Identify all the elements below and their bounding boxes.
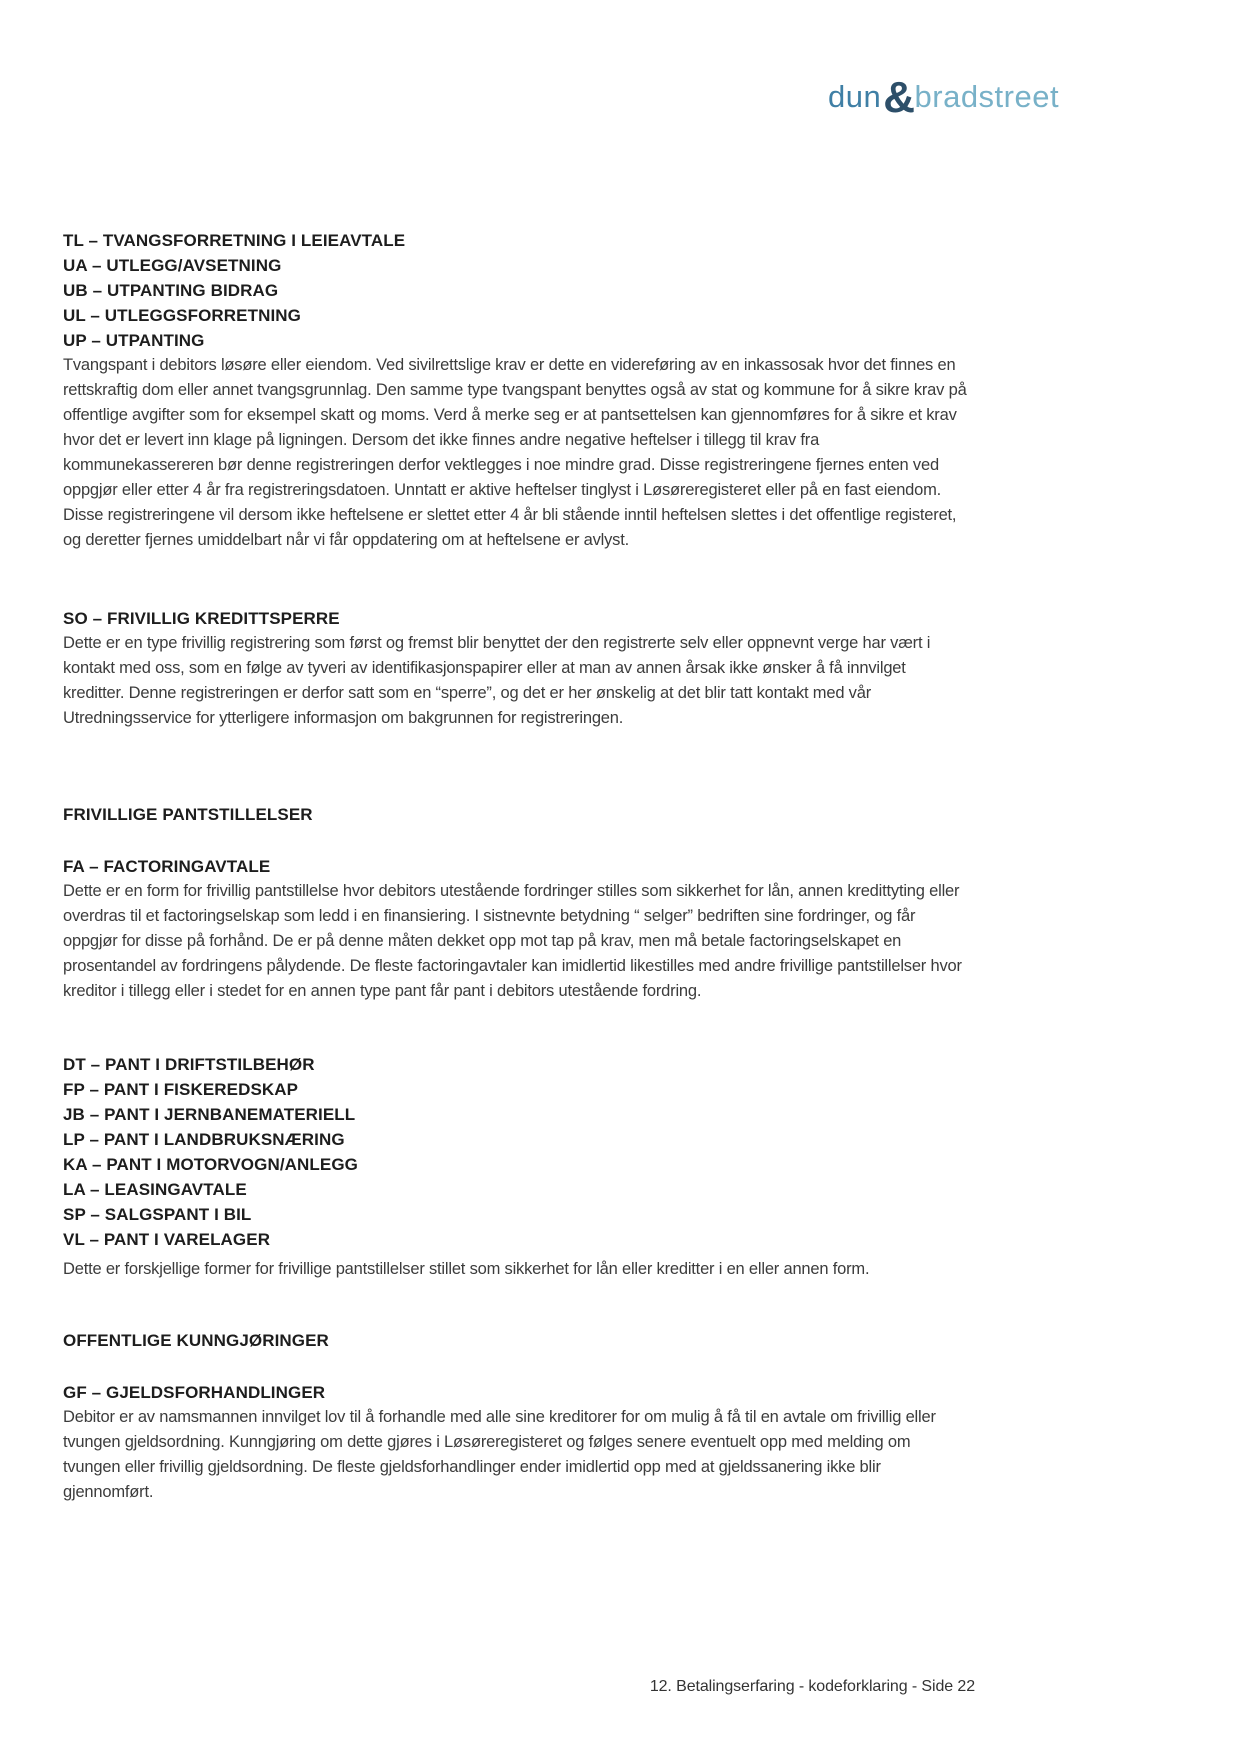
code-heading-fp: FP – PANT I FISKEREDSKAP [63, 1080, 299, 1099]
code-heading-gf: GF – GJELDSFORHANDLINGER [63, 1383, 326, 1402]
page-footer: 12. Betalingserfaring - kodeforklaring - Side 22 [649, 1678, 975, 1695]
section-tvang-code-headings [63, 228, 968, 353]
code-heading-ub: UB – UTPANTING BIDRAG [63, 281, 279, 300]
code-heading-fa: FA – FACTORINGAVTALE [63, 857, 271, 876]
code-heading-lp: LP – PANT I LANDBRUKSNÆRING [63, 1130, 345, 1149]
code-heading-ul: UL – UTLEGGSFORRETNING [63, 306, 302, 325]
logo-text-dun: dun [828, 79, 882, 114]
group-heading-offentlige-kunngjoringer: OFFENTLIGE KUNNGJØRINGER [63, 1331, 329, 1350]
code-heading-up: UP – UTPANTING [63, 331, 205, 350]
code-heading-jb: JB – PANT I JERNBANEMATERIELL [63, 1105, 356, 1124]
dun-bradstreet-logo [828, 73, 1060, 122]
code-heading-vl: VL – PANT I VARELAGER [63, 1230, 271, 1249]
code-heading-ua: UA – UTLEGG/AVSETNING [63, 256, 282, 275]
logo-ampersand-icon: & [883, 73, 916, 122]
logo-text-bradstreet: bradstreet [914, 79, 1060, 114]
code-heading-dt: DT – PANT I DRIFTSTILBEHØR [63, 1055, 315, 1074]
section-gf-paragraph: Debitor er av namsmannen innvilget lov til å forhandle med alle sine kreditorer for om mulig å få til en avtale om frivillig eller tvungen gjeldsordning. Kunngjøring om dette gjøres i Løsøreregisteret og følges senere eventuelt opp med melding om tvungen eller frivillig gjeldsordning. De fleste gjeldsforhandlinger ender imidlertid opp med at gjeldssanering ikke blir gjennomført. [63, 1408, 936, 1501]
section-pant-paragraph: Dette er forskjellige former for frivillige pantstillelser stillet som sikkerhet for lån eller kreditter i en eller annen form. [63, 1260, 870, 1278]
section-pant-code-headings [63, 1052, 968, 1252]
section-so-paragraph: Dette er en type frivillig registrering som først og fremst blir benyttet der den registrerte selv eller oppnevnt verge har vært i kontakt med oss, som en følge av tyveri av identifikasjonspapirer eller at man av annen årsak ikke ønsker å få innvilget kreditter. Denne registreringen er derfor satt som en “sperre”, og det er her ønskelig at det blir tatt kontakt med vår Utredningsservice for ytterligere informasjon om bakgrunnen for registreringen. [63, 634, 931, 727]
group-heading-frivillige-pantstillelser: FRIVILLIGE PANTSTILLELSER [63, 805, 313, 824]
section-fa-paragraph: Dette er en form for frivillig pantstillelse hvor debitors utestående fordringer stilles som sikkerhet for lån, annen kredittyting eller overdras til et factoringselskap som ledd i en finansiering. I sistnevnte betydning “ selger” bedriften sine fordringer, og får oppgjør for disse på forhånd. De er på denne måten dekket opp mot tap på krav, men må betale factoringselskapet en prosentandel av fordringens pålydende. De fleste factoringavtaler kan imidlertid likestilles med andre frivillige pantstillelser hvor kreditor i tillegg eller i stedet for en annen type pant får pant i debitors utestående fordring. [63, 882, 962, 1000]
section-tvang-paragraph: Tvangspant i debitors løsøre eller eiendom. Ved sivilrettslige krav er dette en videreføring av en inkassosak hvor det finnes en rettskraftig dom eller annet tvangsgrunnlag. Den samme type tvangspant benyttes også av stat og kommune for å sikre krav på offentlige avgifter som for eksempel skatt og moms. Verd å merke seg er at pantsettelsen kan gjennomføres for å sikre et krav hvor det er levert inn klage på ligningen. Dersom det ikke finnes andre negative heftelser i tillegg til krav fra kommunekassereren bør denne registreringen derfor vektlegges i noe mindre grad. Disse registreringene fjernes enten ved oppgjør eller etter 4 år fra registreringsdatoen. Unntatt er aktive heftelser tinglyst i Løsøreregisteret eller på en fast eiendom. Disse registreringene vil dersom ikke heftelsene er slettet etter 4 år bli stående inntil heftelsen slettes i det offentlige registeret, og deretter fjernes umiddelbart når vi får oppdatering om at heftelsene er avlyst. [63, 356, 967, 549]
code-heading-la: LA – LEASINGAVTALE [63, 1180, 247, 1199]
code-heading-ka: KA – PANT I MOTORVOGN/ANLEGG [63, 1155, 358, 1174]
code-heading-so: SO – FRIVILLIG KREDITTSPERRE [63, 609, 340, 628]
code-heading-sp: SP – SALGSPANT I BIL [63, 1205, 252, 1224]
code-heading-tl: TL – TVANGSFORRETNING I LEIEAVTALE [63, 231, 406, 250]
